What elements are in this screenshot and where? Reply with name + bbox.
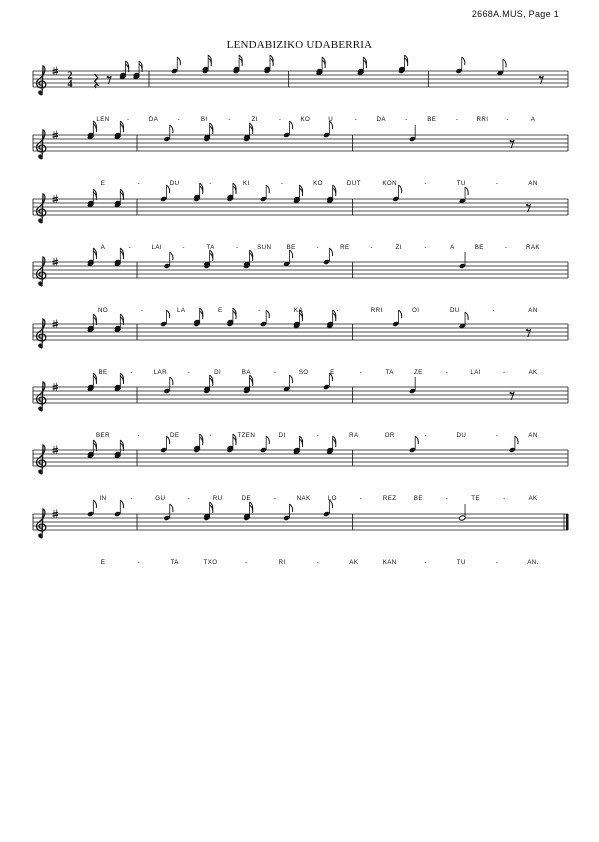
note-flag — [170, 252, 173, 260]
lyric-syllable: DU — [449, 307, 460, 314]
rest-dot — [526, 329, 528, 331]
lyric-syllable: E — [218, 307, 223, 314]
lyric-syllable: - — [506, 116, 509, 123]
lyric-syllable: AK — [528, 369, 538, 376]
lyric-syllable: DA — [148, 116, 159, 123]
lyric-syllable: - — [424, 559, 427, 566]
lyric-syllable: BA — [241, 369, 251, 376]
lyric-syllable: AK — [349, 559, 359, 566]
note-flag — [465, 187, 468, 195]
lyric-syllable: KON — [382, 180, 397, 187]
lyric-syllable: DU — [169, 180, 180, 187]
lyric-syllable: A — [100, 244, 106, 251]
note-flag — [93, 500, 96, 508]
lyric-syllable: LAR — [153, 369, 167, 376]
lyric-syllable: BER — [96, 432, 110, 439]
lyric-syllable: TU — [456, 180, 466, 187]
lyric-syllable: TU — [456, 559, 466, 566]
lyric-syllable: TA — [206, 244, 215, 251]
lyric-syllable: RI — [278, 559, 286, 566]
lyric-syllable: - — [140, 307, 144, 314]
lyric-syllable: BE — [286, 244, 296, 251]
treble-clef-icon — [37, 509, 46, 538]
song-title: LENDABIZIKO UDABERRIA — [226, 39, 373, 51]
lyric-syllable: - — [137, 432, 141, 439]
rest-dot — [107, 76, 109, 78]
note-flag — [120, 500, 123, 508]
lyric-syllable: - — [177, 116, 181, 123]
lyric-syllable: - — [424, 432, 427, 439]
lyric-syllable: - — [495, 432, 499, 439]
lyric-syllable: - — [445, 495, 449, 502]
note-flag — [465, 312, 468, 320]
lyric-syllable: BE — [474, 244, 484, 251]
lyric-syllable: - — [316, 559, 320, 566]
rest-dot — [539, 76, 541, 78]
lyric-syllable: - — [209, 432, 212, 439]
lyric-syllable: DI — [214, 369, 222, 376]
lyric-syllable: RAK — [526, 244, 540, 251]
lyric-syllable: - — [445, 369, 449, 376]
lyric-syllable: RE — [340, 244, 350, 251]
lyric-syllable: - — [187, 369, 191, 376]
note-flag — [289, 375, 292, 383]
lyric-syllable: RA — [349, 432, 359, 439]
lyric-syllable: - — [187, 495, 191, 502]
lyric-syllable: - — [503, 369, 506, 376]
treble-clef-icon — [37, 130, 46, 159]
treble-clef-icon — [37, 257, 46, 286]
lyric-syllable: - — [495, 559, 499, 566]
lyric-syllable: NAK — [296, 495, 311, 502]
lyric-syllable: - — [359, 369, 363, 376]
lyric-syllable: - — [228, 116, 231, 123]
lyric-syllable: - — [273, 369, 277, 376]
lyric-syllable: - — [316, 244, 320, 251]
lyric-syllable: E — [100, 180, 106, 187]
lyric-syllable: - — [492, 307, 496, 314]
lyric-syllable: LAI — [151, 244, 162, 251]
lyric-syllable: DE — [241, 495, 252, 502]
lyric-syllable: KO — [313, 180, 323, 187]
note-flag — [166, 310, 169, 318]
lyric-syllable: - — [278, 116, 282, 123]
lyric-syllable: TA — [170, 559, 179, 566]
lyric-syllable: - — [455, 116, 459, 123]
lyric-syllable: KI — [243, 180, 250, 187]
lyric-syllable: - — [336, 307, 339, 314]
note-flag — [515, 436, 518, 444]
lyric-syllable: BI — [200, 116, 208, 123]
lyric-syllable: DU — [456, 432, 467, 439]
note-flag — [170, 504, 173, 512]
lyric-syllable: DUT — [346, 180, 361, 187]
lyric-syllable: - — [405, 116, 408, 123]
lyric-syllable: - — [127, 116, 130, 123]
rest-dot — [510, 392, 512, 394]
lyric-syllable: TA — [385, 369, 394, 376]
lyric-syllable: AK — [528, 495, 538, 502]
note-flag — [399, 185, 402, 193]
lyric-syllable: DI — [278, 432, 286, 439]
lyric-syllable: ZE — [413, 369, 423, 376]
lyric-syllable: U — [328, 116, 334, 123]
page-header: 2668A.MUS, Page 1 — [471, 9, 559, 19]
final-barline-thick — [566, 514, 569, 530]
rest-dot — [526, 204, 528, 206]
lyric-syllable: - — [130, 495, 133, 502]
time-signature-top: 2 — [67, 70, 73, 82]
lyric-syllable: LO — [327, 495, 337, 502]
lyric-syllable: RRI — [476, 116, 489, 123]
lyric-syllable: NO — [97, 307, 109, 314]
lyric-syllable: ZI — [251, 116, 258, 123]
lyric-syllable: SUN — [257, 244, 272, 251]
lyric-syllable: - — [128, 244, 132, 251]
lyric-syllable: KO — [300, 116, 311, 123]
note-flag — [266, 436, 269, 444]
lyric-syllable: - — [182, 244, 185, 251]
lyric-syllable: SO — [298, 369, 309, 376]
lyric-syllable: BE — [427, 116, 437, 123]
lyric-syllable: TE — [471, 495, 481, 502]
lyric-syllable: - — [280, 180, 284, 187]
lyric-syllable: A — [530, 116, 536, 123]
lyric-syllable: OR — [384, 432, 395, 439]
lyric-syllable: - — [137, 559, 141, 566]
treble-clef-icon — [37, 66, 46, 95]
note-flag — [289, 250, 292, 258]
note-flag — [170, 377, 173, 385]
lyric-syllable: AN — [528, 307, 538, 314]
lyric-syllable: - — [258, 307, 261, 314]
lyric-syllable: E — [100, 559, 106, 566]
note-flag — [266, 185, 269, 193]
lyric-syllable: OI — [412, 307, 420, 314]
lyric-syllable: - — [236, 244, 239, 251]
lyric-syllable: DA — [376, 116, 386, 123]
time-signature-bottom: 4 — [67, 78, 73, 90]
treble-clef-icon — [37, 445, 46, 474]
note-flag — [289, 504, 292, 512]
lyric-syllable: - — [316, 432, 320, 439]
lyric-syllable: DE — [169, 432, 180, 439]
lyric-syllable: ZI — [395, 244, 402, 251]
lyric-syllable: RRI — [370, 307, 383, 314]
lyric-syllable: A — [450, 244, 455, 251]
note-flag — [399, 310, 402, 318]
note-flag — [170, 125, 173, 133]
lyric-syllable: LA — [176, 307, 186, 314]
lyric-syllable: TXO — [203, 559, 218, 566]
lyric-syllable: - — [503, 495, 506, 502]
lyric-syllable: - — [424, 180, 427, 187]
lyric-syllable: AN. — [527, 559, 539, 566]
lyric-syllable: - — [370, 244, 373, 251]
lyric-syllable: BE — [98, 369, 108, 376]
note-flag — [503, 59, 506, 67]
lyric-syllable: KA — [293, 307, 303, 314]
lyric-syllable: E — [330, 369, 335, 376]
lyric-syllable: LAI — [470, 369, 481, 376]
note-flag — [177, 57, 180, 65]
lyric-syllable: - — [137, 180, 141, 187]
lyric-syllable: GU — [155, 495, 166, 502]
note-flag — [329, 248, 332, 256]
lyric-syllable: - — [273, 495, 277, 502]
note-flag — [266, 310, 269, 318]
lyric-syllable: BE — [413, 495, 423, 502]
lyric-syllable: LEN — [96, 116, 110, 123]
lyric-syllable: RU — [212, 495, 223, 502]
lyric-syllable: IN — [99, 495, 107, 502]
lyric-syllable: REZ — [382, 495, 397, 502]
treble-clef-icon — [37, 194, 46, 223]
treble-clef-icon — [37, 319, 46, 348]
lyric-syllable: AN — [528, 432, 538, 439]
lyric-syllable: - — [209, 180, 212, 187]
lyric-syllable: AN — [528, 180, 538, 187]
note-flag — [289, 121, 292, 129]
treble-clef-icon — [37, 382, 46, 411]
lyric-syllable: - — [504, 244, 508, 251]
lyric-syllable: TZEN — [237, 432, 256, 439]
lyric-syllable: KAN — [382, 559, 397, 566]
note-flag — [462, 57, 465, 65]
quarter-rest-icon — [95, 74, 98, 88]
lyric-syllable: - — [424, 244, 427, 251]
lyric-syllable: - — [130, 369, 133, 376]
lyric-syllable: - — [359, 495, 363, 502]
rest-dot — [510, 140, 512, 142]
lyric-syllable: - — [354, 116, 358, 123]
note-flag — [415, 436, 418, 444]
lyric-syllable: - — [495, 180, 499, 187]
lyric-syllable: - — [245, 559, 248, 566]
